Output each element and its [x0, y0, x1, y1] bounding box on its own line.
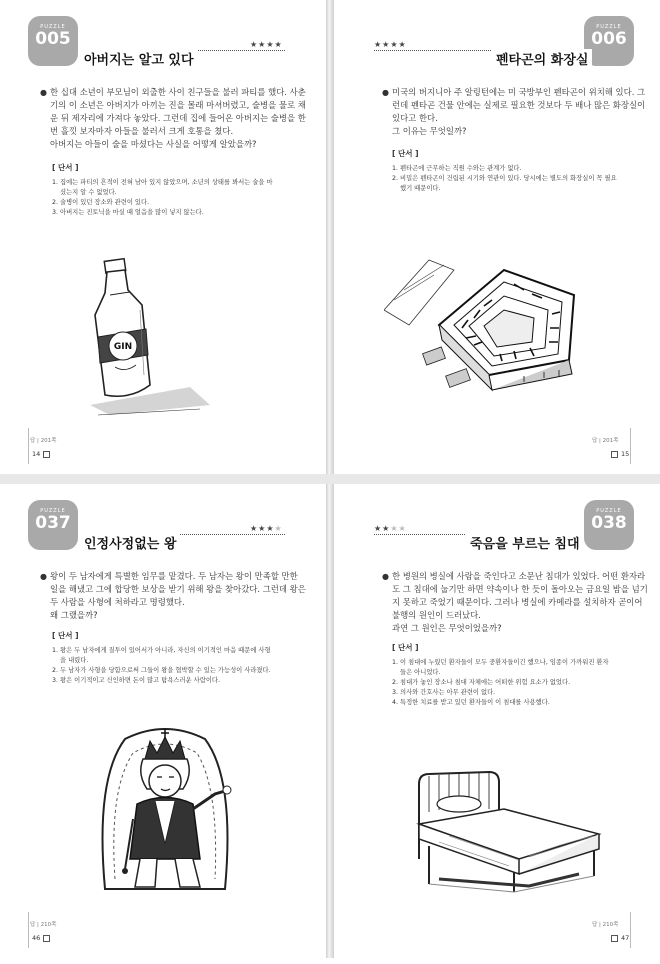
hint-item: 셨는지 알 수 없었다. [60, 189, 117, 196]
page-46 [0, 484, 326, 958]
hospital-bed-illustration [409, 764, 609, 894]
question-line: 과연 그 원인은 무엇이었을까? [392, 623, 502, 633]
page-box-icon [43, 935, 50, 942]
page-rule [28, 428, 29, 464]
question-line: 두 사람을 사형에 처하라고 명령했다. [50, 597, 185, 607]
hint-item: 2. 침대가 놓인 장소나 침대 자체에는 어떠한 위험 요소가 없었다. [392, 679, 571, 686]
bullet-icon: ● [382, 88, 389, 97]
bullet-icon: ● [40, 88, 47, 97]
question-line: 한 병원의 병실에 사람을 죽인다고 소문난 침대가 있었다. 어떤 환자라 [392, 571, 646, 581]
pentagon-building-illustration [384, 250, 614, 400]
gin-label: GIN [113, 342, 133, 352]
page-box-icon [43, 451, 50, 458]
hint-label: [ 단서 ] [392, 643, 419, 652]
gin-bottle-illustration [70, 255, 220, 420]
puzzle-title: 죽음을 부르는 침대 [466, 533, 584, 552]
question-line: 불행의 원인이 드러났다. [392, 610, 481, 620]
page-number-text: 47 [621, 934, 630, 942]
page-14 [0, 0, 326, 474]
hint-item: 2. 비밀은 펜타곤이 건립된 시기와 연관이 있다. 당시에는 별도의 화장실이 꼭 필요 [392, 175, 617, 182]
spread-separator [0, 474, 660, 484]
question-line: 도 그 침대에 눕기만 하면 약속이나 한 듯이 돌아오는 금요일 밤을 넘기 [392, 584, 648, 594]
question-line: 아버지는 아들이 술을 마셨다는 사실을 어떻게 알았을까? [50, 139, 257, 149]
question-text [40, 86, 306, 151]
question-line: 런데 펜타곤 건물 안에는 실제로 필요한 것보다 두 배나 많은 화장실이 [392, 100, 646, 110]
puzzle-tag: PUZZLE [596, 24, 622, 30]
bullet-icon: ● [40, 572, 47, 581]
puzzle-title: 아버지는 알고 있다 [80, 49, 198, 68]
hint-item: 1. 펜타곤에 근무하는 직원 수와는 관계가 없다. [392, 165, 522, 172]
hint-label: [ 단서 ] [52, 631, 79, 640]
stars-filled: ★★ [374, 524, 391, 533]
answer-reference: 답 | 210쪽 [30, 922, 57, 928]
question-line: 한 십대 소년이 부모님이 외출한 사이 친구들을 불러 파티를 했다. 사춘 [50, 87, 306, 97]
question-text [40, 570, 306, 622]
puzzle-badge [584, 500, 634, 550]
book-gutter [326, 484, 334, 958]
question-line: 왜 그랬을까? [50, 610, 98, 620]
hint-list [392, 164, 617, 194]
question-line: 미국의 버지니아 주 알링턴에는 미 국방부인 펜타곤이 위치해 있다. 그 [392, 87, 646, 97]
puzzle-title: 펜타곤의 화장실 [492, 49, 592, 68]
difficulty-stars: ★★★★ [250, 40, 283, 49]
question-text [382, 86, 646, 138]
spread-top [0, 0, 660, 474]
stars-filled: ★★★ [250, 524, 275, 533]
hint-label: [ 단서 ] [392, 149, 419, 158]
page-15 [334, 0, 660, 474]
difficulty-stars [250, 524, 283, 533]
page-rule [630, 912, 631, 948]
page-rule [28, 912, 29, 948]
hint-item: 4. 특정한 치료를 받고 있던 환자들이 이 침대를 사용했다. [392, 699, 550, 706]
answer-reference: 답 | 201쪽 [30, 438, 57, 444]
page-number-text: 46 [32, 934, 41, 942]
question-line: 일을 해냈고 그에 합당한 보상을 받기 위해 왕을 찾아갔다. 그런데 왕은 [50, 584, 306, 594]
page-number [608, 450, 629, 458]
puzzle-title: 인정사정없는 왕 [80, 533, 180, 552]
question-line: 번 흘낏 보자마자 아들을 불러서 크게 호통을 쳤다. [50, 126, 234, 136]
page-box-icon [611, 935, 618, 942]
hint-item: 2. 두 남자가 사형을 당함으로써 그들이 왕을 협박할 수 있는 가능성이 사라졌다. [52, 667, 271, 674]
hint-item: 1. 이 침대에 누웠던 환자들이 모두 중환자들이긴 했으나, 임종이 가까워진 환자 [392, 659, 609, 666]
puzzle-badge [28, 500, 78, 550]
hint-list [52, 178, 273, 218]
hint-list [52, 646, 271, 686]
hint-item: 했기 때문이다. [400, 185, 441, 192]
book-gutter [326, 0, 334, 474]
page-number-text: 15 [621, 450, 630, 458]
question-line: 있다고 한다. [392, 113, 438, 123]
question-line: 기의 이 소년은 아버지가 아끼는 진을 몰래 마셔버렸고, 술병을 물로 채 [50, 100, 306, 110]
bullet-icon: ● [382, 572, 389, 581]
puzzle-tag: PUZZLE [40, 508, 66, 514]
hint-item: 2. 술병이 있던 장소와 관련이 있다. [52, 199, 150, 206]
difficulty-stars [374, 524, 407, 533]
question-line: 그 이유는 무엇일까? [392, 126, 467, 136]
question-text [382, 570, 648, 635]
puzzle-number: 006 [591, 29, 627, 49]
hint-item: 3. 왕은 이기적이고 신인하면 돈이 많고 탐욕스러운 사람이다. [52, 677, 221, 684]
puzzle-tag: PUZZLE [40, 24, 66, 30]
stars-empty: ★★ [390, 524, 407, 533]
page-number [608, 934, 629, 942]
question-line: 왕이 두 남자에게 특별한 임무를 맡겼다. 두 남자는 왕이 만족할 만한 [50, 571, 298, 581]
page-number [32, 934, 53, 942]
page-number [32, 450, 53, 458]
difficulty-stars: ★★★★ [374, 40, 407, 49]
hint-label: [ 단서 ] [52, 163, 79, 172]
answer-reference: 답 | 201쪽 [592, 438, 619, 444]
hint-item: 1. 집에는 파티의 흔적이 전혀 남아 있지 않았으며, 소년의 상태를 봐서는 술을 마 [52, 179, 273, 186]
puzzle-number: 005 [35, 29, 71, 49]
hint-item: 3. 아버지는 진토닉을 마실 때 얼음을 많이 넣지 않는다. [52, 209, 204, 216]
answer-reference: 답 | 210쪽 [592, 922, 619, 928]
puzzle-badge [28, 16, 78, 66]
puzzle-number: 037 [35, 513, 71, 533]
hint-item: 1. 왕은 두 남자에게 질투이 있어서가 아니라, 자신의 이기적인 마음 때문에 사형 [52, 647, 271, 654]
question-line: 지 못하고 죽었기 때문이다. 그러나 병실에 카메라를 설치하자 곧이어 [392, 597, 643, 607]
hint-item: 을 내렸다. [60, 657, 89, 664]
hint-item: 들은 아니었다. [400, 669, 441, 676]
puzzle-tag: PUZZLE [596, 508, 622, 514]
puzzle-number: 038 [591, 513, 627, 533]
page-box-icon [611, 451, 618, 458]
king-on-throne-illustration [85, 719, 255, 894]
spread-bottom [0, 484, 660, 958]
page-rule [630, 428, 631, 464]
hint-list [392, 658, 609, 708]
stars-empty: ★ [274, 524, 283, 533]
question-line: 운 뒤 제자리에 가져다 놓았다. 그런데 집에 들어온 아버지는 술병을 한 [50, 113, 306, 123]
page-number-text: 14 [32, 450, 41, 458]
hint-item: 3. 의사와 간호사는 아무 관련이 없다. [392, 689, 496, 696]
page-47 [334, 484, 660, 958]
